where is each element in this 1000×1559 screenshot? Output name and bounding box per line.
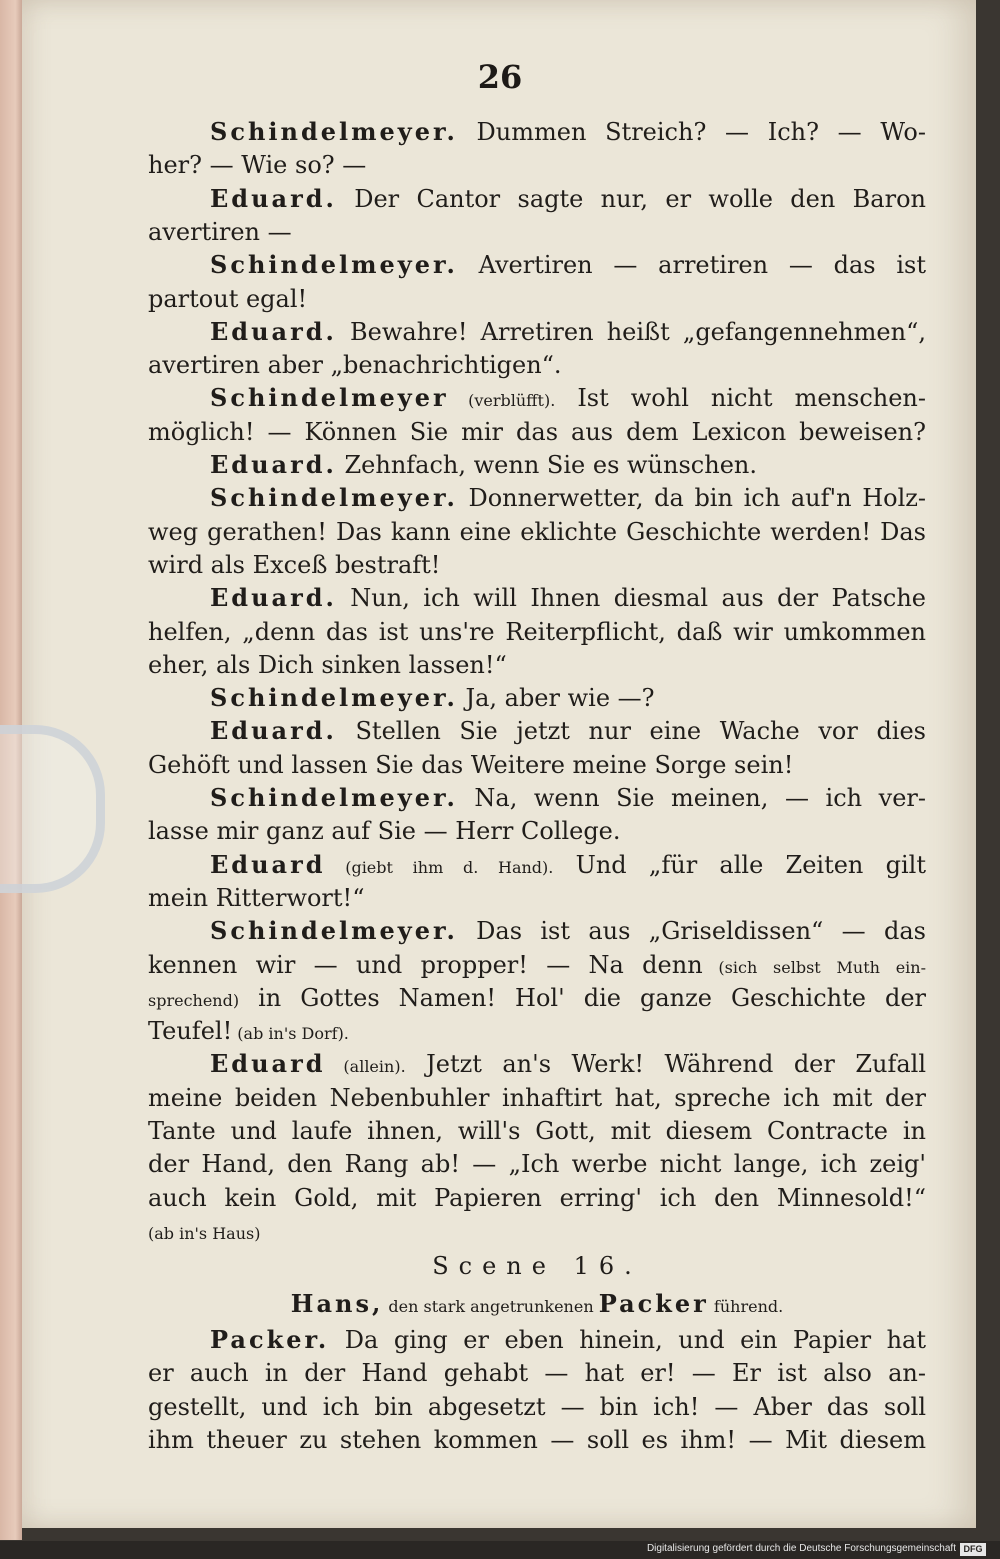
- line-text: Ja, aber wie —?: [457, 684, 655, 713]
- line-text: Der Cantor sagte nur, er wolle den Baron: [336, 184, 926, 213]
- line-text: Gehöft und lassen Sie das Weitere meine Sorge sein!: [148, 750, 794, 779]
- text-line: [148, 1420, 926, 1460]
- line-text: Donnerwetter, da bin ich auf'n Holz-: [457, 484, 926, 513]
- speaker-name: Eduard.: [210, 316, 337, 346]
- line-text: Dummen Streich? — Ich? — Wo-: [457, 118, 926, 146]
- stage-direction: (sich selbst Muth ein-: [702, 957, 926, 977]
- line-text: partout egal!: [148, 284, 308, 313]
- stage-direction: (ab in's Dorf).: [232, 1024, 349, 1044]
- footer-credit: Digitalisierung gefördert durch die Deutsche Forschungsgemeinschaft: [646, 1543, 956, 1554]
- speaker-name: Eduard.: [210, 716, 337, 746]
- line-text: Bewahre! Arretiren heißt „gefangennehmen“,: [336, 317, 926, 346]
- line-text: Jetzt an's Werk! Während der Zufall: [405, 1050, 926, 1079]
- speaker-name: Schindelmeyer.: [210, 250, 458, 280]
- line-text: möglich! — Können Sie mir das aus dem Lexicon beweisen?: [148, 417, 926, 446]
- scene-title: Scene 16.: [432, 1252, 642, 1280]
- line-text: Tante und laufe ihnen, will's Gott, mit diesem Contracte in: [148, 1117, 926, 1145]
- line-text: Da ging er eben hinein, und ein Papier hat: [329, 1326, 926, 1354]
- line-text: helfen, „denn das ist uns're Reiterpflicht, daß wir umkommen: [148, 617, 926, 646]
- stage-direction: (allein).: [325, 1057, 406, 1077]
- dfg-logo: DFG: [960, 1543, 986, 1556]
- character-name: Packer: [598, 1289, 709, 1318]
- line-text: ihm theuer zu stehen kommen — soll es ihm! — Mit diesem: [148, 1425, 926, 1454]
- speaker-name: Schindelmeyer.: [210, 683, 458, 713]
- line-text: lasse mir ganz auf Sie — Herr College.: [148, 817, 621, 846]
- line-text: er auch in der Hand gehabt — hat er! — Er ist also an-: [148, 1359, 926, 1388]
- scene-heading: [148, 1284, 926, 1324]
- line-text: in Gottes Namen! Hol' die ganze Geschichte der: [239, 983, 926, 1012]
- character-name: Hans,: [290, 1289, 384, 1318]
- line-text: weg gerathen! Das kann eine eklichte Geschichte werden! Das: [148, 517, 926, 546]
- line-text: der Hand, den Rang ab! — „Ich werbe nicht lange, ich zeig': [148, 1150, 926, 1179]
- stage-direction: (verblüfft).: [448, 391, 556, 411]
- line-text: Zehnfach, wenn Sie es wünschen.: [336, 451, 757, 479]
- line-text: mein Ritterwort!“: [148, 883, 365, 912]
- speaker-name: Schindelmeyer.: [210, 783, 458, 812]
- speaker-name: Packer.: [210, 1325, 330, 1354]
- speaker-name: Eduard.: [210, 583, 337, 613]
- line-text: meine beiden Nebenbuhler inhaftirt hat, spreche ich mit der: [148, 1083, 926, 1112]
- line-text: Avertiren — arretiren — das ist: [457, 251, 926, 280]
- line-text: Stellen Sie jetzt nur eine Wache vor dies: [336, 717, 926, 746]
- line-text: Ist wohl nicht menschen-: [555, 384, 926, 413]
- line-text: eher, als Dich sinken lassen!“: [148, 650, 507, 679]
- line-text: Na, wenn Sie meinen, — ich ver-: [457, 784, 926, 812]
- speaker-name: Schindelmeyer.: [210, 483, 458, 513]
- line-text: wird als Exceß bestraft!: [148, 550, 441, 579]
- speaker-name: Schindelmeyer: [210, 383, 449, 413]
- stage-direction: (ab in's Haus): [148, 1223, 261, 1243]
- line-text: Teufel!: [148, 1017, 233, 1046]
- line-text: avertiren aber „benachrichtigen“.: [148, 351, 562, 380]
- line-text: kennen wir — und propper! — Na denn: [148, 950, 703, 979]
- stage-direction: (giebt ihm d. Hand).: [325, 857, 554, 877]
- speaker-name: Schindelmeyer.: [210, 916, 458, 946]
- line-text: gestellt, und ich bin abgesetzt — bin ich! — Aber das soll: [148, 1392, 926, 1421]
- line-text: Das ist aus „Griseldissen“ — das: [457, 917, 926, 946]
- line-text: Und „für alle Zeiten gilt: [553, 850, 926, 879]
- stage-direction: führend.: [708, 1297, 784, 1316]
- speaker-name: Eduard.: [210, 450, 337, 479]
- line-text: auch kein Gold, mit Papieren erring' ich den Minnesold!“: [148, 1183, 926, 1212]
- stage-direction: den stark angetrunkenen: [383, 1297, 599, 1316]
- stage-direction: sprechend): [148, 990, 240, 1010]
- page-number: 26: [477, 58, 523, 96]
- speaker-name: Schindelmeyer.: [210, 117, 458, 146]
- text-line: [148, 1211, 926, 1251]
- speaker-name: Eduard: [210, 1049, 326, 1079]
- speaker-name: Eduard.: [210, 183, 337, 213]
- line-text: Nun, ich will Ihnen diesmal aus der Patsche: [336, 584, 926, 613]
- line-text: avertiren —: [148, 217, 292, 246]
- speaker-name: Eduard: [210, 849, 326, 879]
- line-text: her? — Wie so? —: [148, 151, 367, 180]
